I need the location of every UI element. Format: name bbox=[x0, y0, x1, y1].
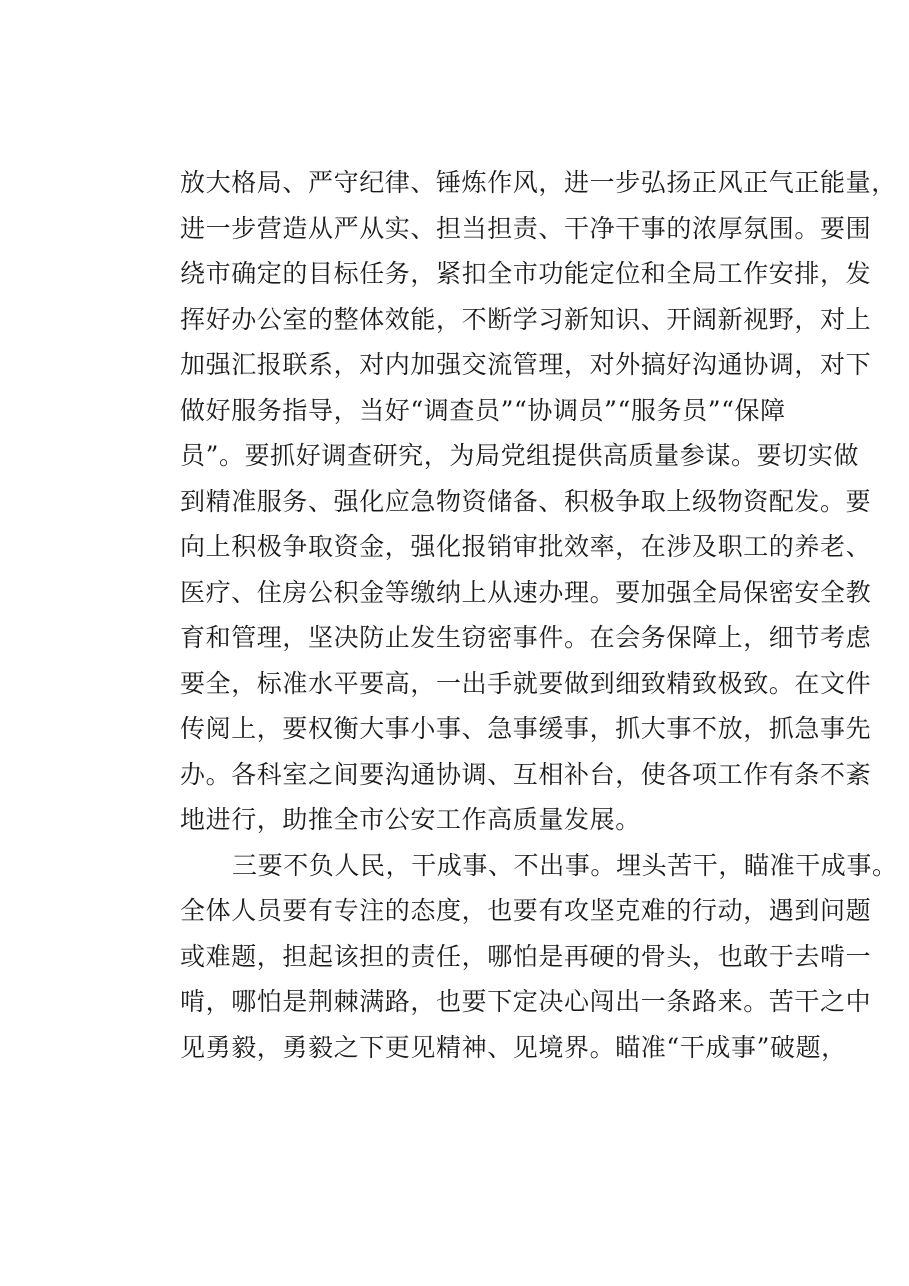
paragraph-line: 向上积极争取资金，强化报销审批效率，在涉及职工的养老、 bbox=[180, 532, 872, 561]
document-body bbox=[180, 160, 898, 1070]
paragraph-line: 全体人员要有专注的态度，也要有攻坚克难的行动，遇到问题 bbox=[180, 896, 872, 925]
paragraph-line: 加强汇报联系，对内加强交流管理，对外搞好沟通协调，对下 bbox=[180, 350, 872, 379]
paragraph-line: 或难题，担起该担的责任，哪怕是再硬的骨头，也敢于去啃一 bbox=[180, 941, 872, 971]
paragraph-line: 传阅上，要权衡大事小事、急事缓事，抓大事不放，抓急事先 bbox=[180, 714, 872, 743]
paragraph-line: 做好服务指导，当好“调查员”“协调员”“服务员”“保障 bbox=[180, 395, 786, 425]
paragraph-line: 要全，标准水平要高，一出手就要做到细致精致极致。在文件 bbox=[180, 668, 872, 698]
paragraph-line: 见勇毅，勇毅之下更见精神、见境界。瞄准“干成事”破题， bbox=[180, 1032, 847, 1062]
paragraph-line: 挥好办公室的整体效能，不断学习新知识、开阔新视野，对上 bbox=[180, 304, 872, 334]
paragraph-line: 办。各科室之间要沟通协调、互相补台，使各项工作有条不紊 bbox=[180, 759, 872, 789]
paragraph-line: 啃，哪怕是荆棘满路，也要下定决心闯出一条路来。苦干之中 bbox=[180, 987, 872, 1016]
paragraph-line: 地进行，助推全市公安工作高质量发展。 bbox=[180, 805, 641, 834]
paragraph-line: 放大格局、严守纪律、锤炼作风，进一步弘扬正风正气正能量， bbox=[180, 168, 897, 197]
paragraph-2 bbox=[180, 843, 898, 1071]
paragraph-line: 到精准服务、强化应急物资储备、积极争取上级物资配发。要 bbox=[180, 486, 872, 516]
paragraph-first-line: 三要不负人民，干成事、不出事。埋头苦干，瞄准干成事。 bbox=[232, 850, 898, 880]
paragraph-line: 员”。要抓好调查研究，为局党组提供高质量参谋。要切实做 bbox=[180, 441, 859, 470]
paragraph-1 bbox=[180, 160, 897, 843]
paragraph-line: 进一步营造从严从实、担当担责、干净干事的浓厚氛围。要围 bbox=[180, 213, 872, 243]
paragraph-line: 医疗、住房公积金等缴纳上从速办理。要加强全局保密安全教 bbox=[180, 577, 872, 607]
paragraph-line: 育和管理，坚决防止发生窃密事件。在会务保障上，细节考虑 bbox=[180, 623, 872, 652]
paragraph-line: 绕市确定的目标任务，紧扣全市功能定位和全局工作安排，发 bbox=[180, 259, 872, 288]
